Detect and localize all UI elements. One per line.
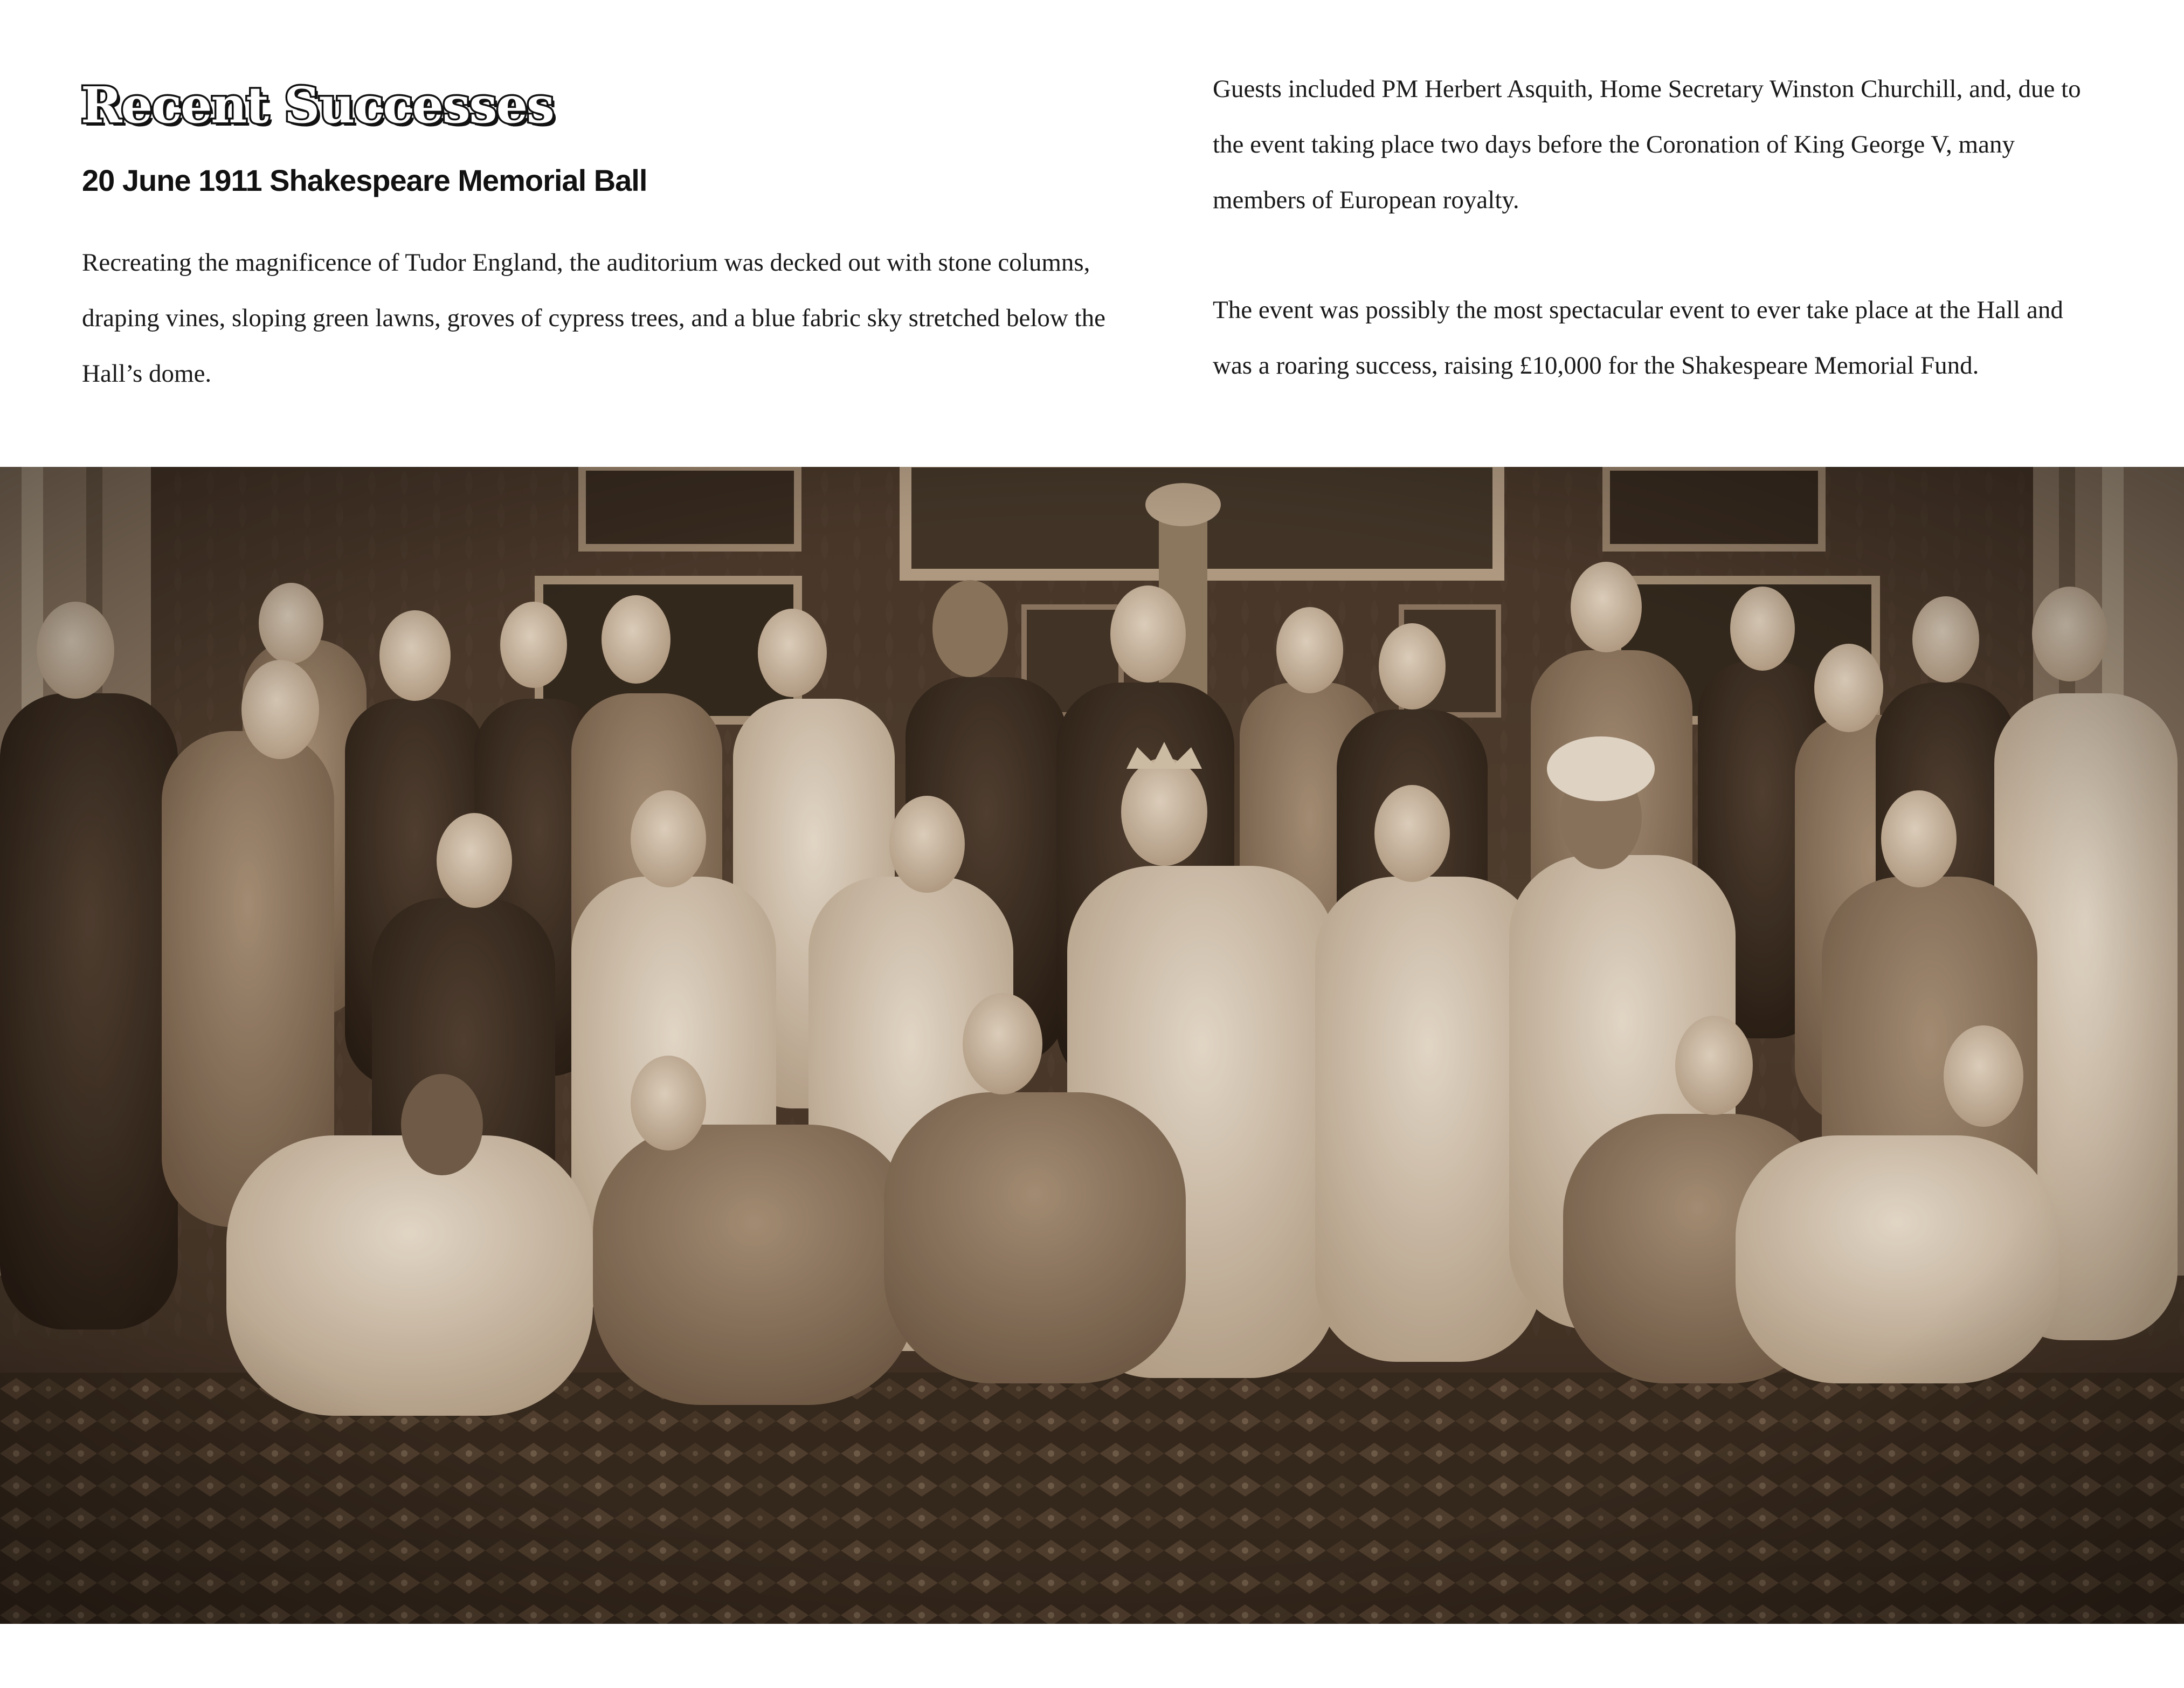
left-paragraph: Recreating the magnificence of Tudor England, the auditorium was decked out with stone columns, draping vines, sloping green lawns, groves of cypress trees, and a blue fabric sky stretched below the Hall’s dome. <box>82 249 1106 388</box>
section-title: Recent Successes <box>81 76 554 134</box>
event-heading: 20 June 1911 Shakespeare Memorial Ball <box>82 163 647 197</box>
right-paragraph-guests: Guests included PM Herbert Asquith, Home Secretary Winston Churchill, and, due to the event taking place two days before the Coronation of King George V, many members of European royalty. <box>1213 75 2081 214</box>
group-photograph-illustration <box>0 467 2184 1624</box>
right-paragraph-success: The event was possibly the most spectacular event to ever take place at the Hall and was a roaring success, raising £10,000 for the Shakespeare Memorial Fund. <box>1213 296 2063 380</box>
group-photograph <box>0 467 2184 1624</box>
